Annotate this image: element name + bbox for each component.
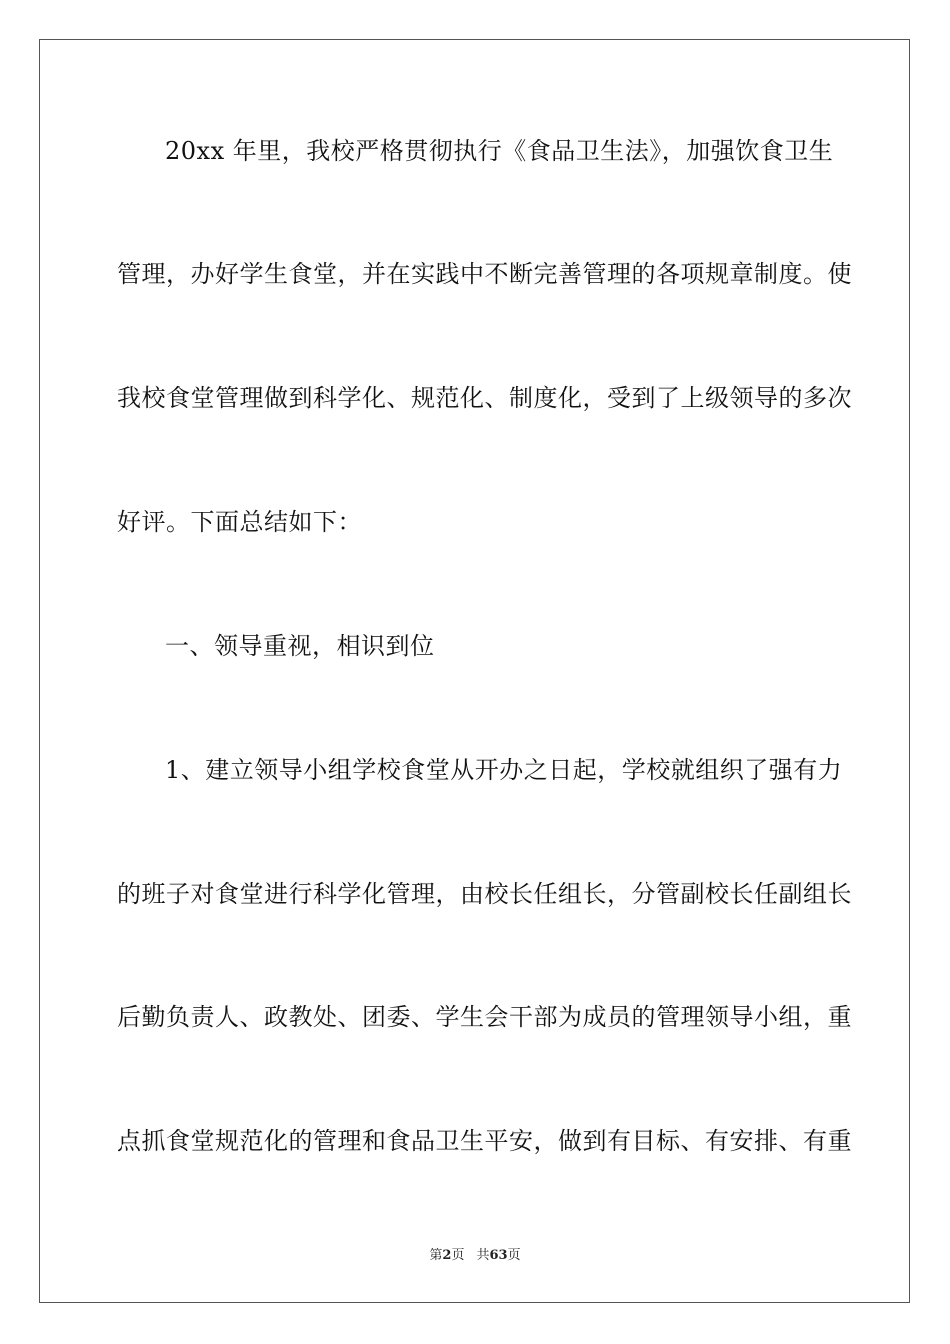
page-number: 2 — [442, 1248, 452, 1263]
paragraph-line: 我校食堂管理做到科学化、规范化、制度化，受到了上级领导的多次 — [117, 384, 852, 412]
page-frame — [39, 39, 910, 1303]
page-prefix: 第 — [429, 1248, 443, 1263]
total-pages: 63 — [489, 1248, 508, 1263]
paragraph-line: 的班子对食堂进行科学化管理，由校长任组长，分管副校长任副组长 — [117, 880, 852, 908]
paragraph-line: 20xx 年里，我校严格贯彻执行《食品卫生法》，加强饮食卫生 — [165, 137, 834, 165]
page-suffix: 页 — [451, 1248, 465, 1263]
paragraph-line: 管理，办好学生食堂，并在实践中不断完善管理的各项规章制度。使 — [117, 260, 852, 288]
paragraph-line: 后勤负责人、政教处、团委、学生会干部为成员的管理领导小组，重 — [117, 1003, 852, 1031]
section-heading: 一、领导重视，相识到位 — [165, 632, 435, 660]
total-suffix: 页 — [507, 1248, 521, 1263]
paragraph-line: 好评。下面总结如下： — [117, 508, 362, 536]
paragraph-line: 1、建立领导小组学校食堂从开办之日起，学校就组织了强有力 — [165, 756, 843, 784]
total-prefix: 共 — [476, 1248, 490, 1263]
paragraph-line: 点抓食堂规范化的管理和食品卫生平安，做到有目标、有安排、有重 — [117, 1127, 852, 1155]
page-footer — [0, 1247, 950, 1265]
